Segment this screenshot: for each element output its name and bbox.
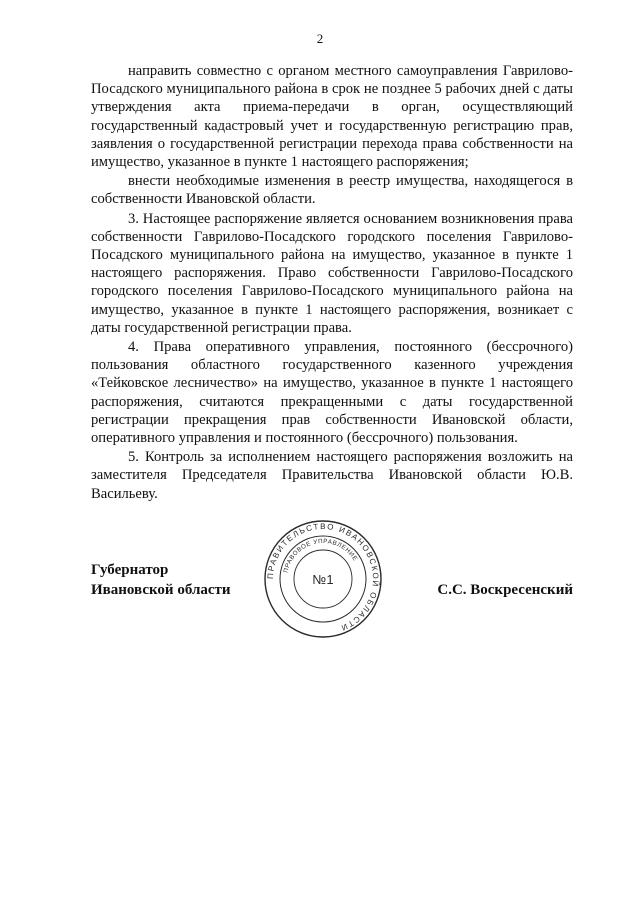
signatory-title-line1: Губернатор (91, 562, 169, 578)
seal-inner-text: ПРАВОВОЕ УПРАВЛЕНИЕ (282, 537, 359, 574)
paragraph-5-control: 5. Контроль за исполнением настоящего распоряжения возложить на заместителя Председателя Правительства Ивановской области Ю.В. Васильеву. (91, 449, 573, 502)
paragraph-direct-application: направить совместно с органом местного самоуправления Гаврилово-Посадского муниципального района в срок не позднее 5 рабочих дней с даты утверждения акта приема-передачи в орган, осуществляющий государственный кадастровый учет и государственную регистрацию прав, заявления о государственной регистрации перехода права собственности на имущество, указанное в пункте 1 настоящего распоряжения; (91, 63, 573, 171)
paragraph-3-ownership: 3. Настоящее распоряжение является основанием возникновения права собственности Гаврилово-Посадского городского поселения Гаврилово-Посадского муниципального района на имущество, указанное в пункте 1 настоящего распоряжения. Право собственности Гаврилово-Посадского городского поселения Гаврилово-Посадского муниципального района на имущество, указанное в пункте 1 настоящего распоряжения, возникает с даты государственной регистрации права. (91, 210, 573, 336)
signatory-title-line2: Ивановской области (91, 582, 231, 598)
signatory-name: С.С. Воскресенский (437, 582, 573, 598)
paragraph-4-termination: 4. Права оперативного управления, постоянного (бессрочного) пользования областного государственного казенного учреждения «Тейковское лесничество» на имущество, указанное в пункте 1 настоящего распоряжения, считаются прекращенными с даты государственной регистрации прекращения прав собственности Ивановской области, оперативного управления и постоянного (бессрочного) пользования. (91, 339, 573, 447)
seal-ring-text: ПРАВИТЕЛЬСТВО ИВАНОВСКОЙ ОБЛАСТИ (265, 521, 381, 633)
document-body (91, 62, 573, 503)
signatory-title (91, 560, 231, 600)
page-number: 2 (316, 31, 324, 46)
paragraph-registry-changes: внести необходимые изменения в реестр имущества, находящегося в собственности Ивановской области. (91, 173, 573, 208)
official-seal-stamp (262, 518, 384, 640)
seal-number: №1 (312, 572, 334, 587)
